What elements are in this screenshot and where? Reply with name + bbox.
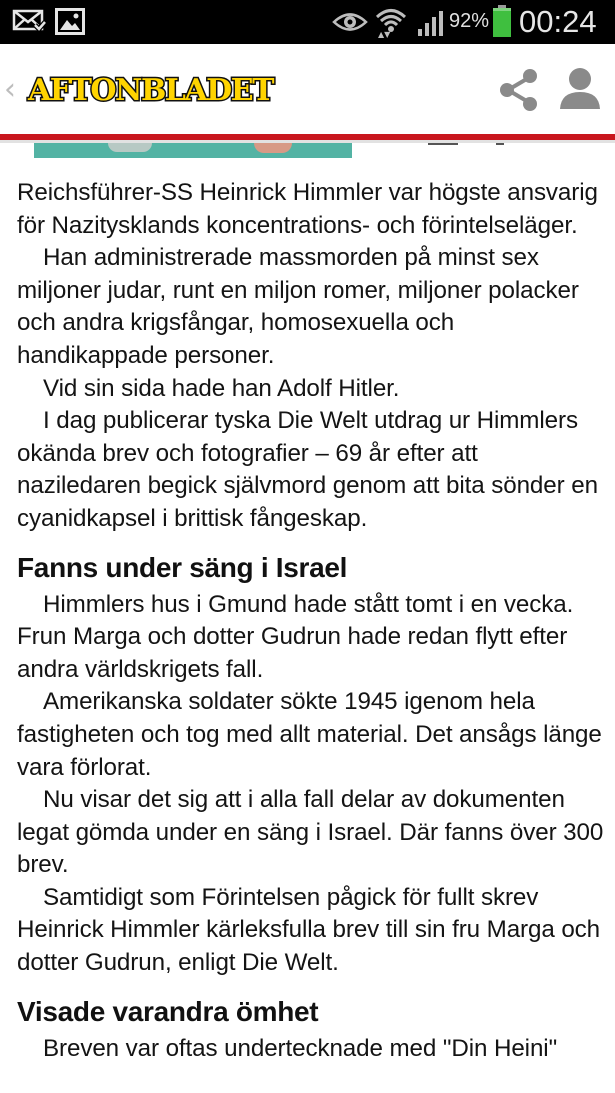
image-icon xyxy=(55,8,85,40)
wifi-icon xyxy=(375,5,407,42)
article-paragraph: Nu visar det sig att i alla fall delar av dokumenten legat gömda under en säng i Israel. Där fanns över 300 brev. xyxy=(17,786,604,879)
article-paragraph: Vid sin sida hade han Adolf Hitler. xyxy=(43,374,400,402)
hero-image xyxy=(34,143,352,158)
aftonbladet-logo[interactable] xyxy=(26,68,273,111)
article-paragraph: Himmlers hus i Gmund hade stått tomt i en vecka. Frun Marga och dotter Gudrun hade redan flytt efter andra världskrigets fall. xyxy=(17,590,574,683)
svg-text:▲▼: ▲▼ xyxy=(378,30,391,39)
account-icon[interactable] xyxy=(558,66,602,115)
article-paragraph: I dag publicerar tyska Die Welt utdrag ur Himmlers okända brev och fotografier – 69 år efter att naziledaren begick självmord genom att bita sönder en cyanidkapsel i brittisk fångeskap. xyxy=(17,407,598,532)
app-header xyxy=(0,44,615,134)
image-caption-fragment xyxy=(400,143,530,147)
section-heading: Fanns under säng i Israel xyxy=(17,551,348,583)
eye-icon xyxy=(333,11,367,38)
article-paragraph: Samtidigt som Förintelsen pågick för fullt skrev Heinrick Himmler kärleksfulla brev till sin fru Marga och dotter Gudrun, enligt Die Welt. xyxy=(17,883,601,977)
signal-icon xyxy=(417,9,445,42)
article-paragraph: Han administrerade massmorden på minst sex miljoner judar, runt en miljon romer, miljoner polacker och andra krigsfångar, homosexuella och handikappade personer. xyxy=(17,244,579,369)
battery-percent: 92% xyxy=(449,10,490,32)
article-body xyxy=(17,177,607,1065)
svg-text:AFTONBLADET: AFTONBLADET xyxy=(28,73,273,108)
article-paragraph: Amerikanska soldater sökte 1945 igenom hela fastigheten och tog med allt material. Det ansågs länge vara förlorat. xyxy=(17,688,602,781)
article-content[interactable] xyxy=(0,143,615,1093)
battery-icon xyxy=(492,5,512,43)
article-paragraph: Breven var oftas undertecknade med "Din Heini" xyxy=(43,1034,558,1062)
article-paragraph: Reichsführer-SS Heinrick Himmler var högste ansvarig för Nazitysklands koncentrations- och förintelseläger. xyxy=(17,179,598,239)
section-heading: Visade varandra ömhet xyxy=(17,995,319,1027)
back-icon[interactable]: ‹ xyxy=(4,72,16,107)
status-time: 00:24 xyxy=(519,4,597,39)
status-bar xyxy=(0,0,615,44)
mail-icon xyxy=(13,9,45,38)
share-icon[interactable] xyxy=(498,68,540,117)
